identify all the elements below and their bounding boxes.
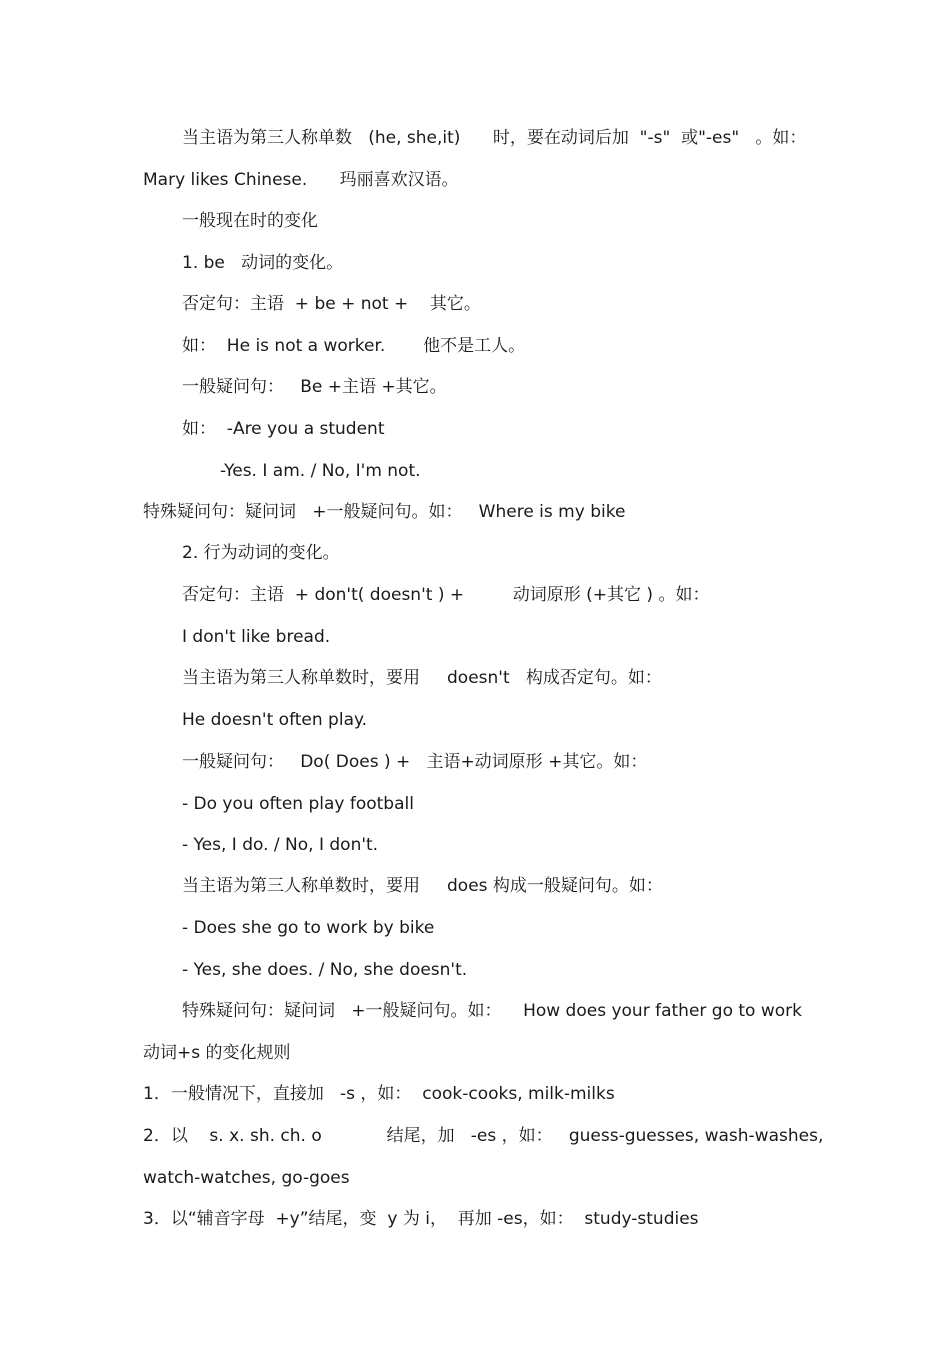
section-heading: 动词+s 的变化规则 <box>143 1043 291 1063</box>
section-heading: 一般现在时的变化 <box>182 211 318 231</box>
example-line: - Yes, I do. / No, I don't. <box>182 835 379 855</box>
text-line: 特殊疑问句：疑问词 +一般疑问句。如： How does your father go to work <box>182 1001 803 1021</box>
example-line: - Does she go to work by bike <box>182 918 435 938</box>
text-line: 当主语为第三人称单数时，要用 doesn't 构成否定句。如： <box>182 668 662 688</box>
text-line: 否定句：主语 + be + not + 其它。 <box>182 294 481 314</box>
rule-item: 2．以 s. x. sh. ch. o 结尾，加 -es ，如： guess-guesses, wash-washes, <box>143 1126 824 1146</box>
example-line: 如： -Are you a student <box>182 419 385 439</box>
rule-item-continuation: watch-watches, go-goes <box>143 1168 350 1188</box>
example-line: He doesn't often play. <box>182 710 368 730</box>
example-line: I don't like bread. <box>182 627 331 647</box>
subsection-heading: 2. 行为动词的变化。 <box>182 543 340 563</box>
rule-item: 3．以“辅音字母 +y”结尾，变 y 为 i， 再加 -es，如： study-studies <box>143 1209 699 1229</box>
rule-item: 1．一般情况下，直接加 -s ，如： cook-cooks, milk-milks <box>143 1084 615 1104</box>
example-line: - Yes, she does. / No, she doesn't. <box>182 960 468 980</box>
text-line: 否定句：主语 + don't( doesn't ) + 动词原形 (+其它 ) 。如： <box>182 585 710 605</box>
example-line: -Yes. I am. / No, I'm not. <box>220 461 421 481</box>
example-line: - Do you often play football <box>182 794 414 814</box>
text-line: 一般疑问句： Do( Does ) + 主语+动词原形 +其它。如： <box>182 752 648 772</box>
subsection-heading: 1. be 动词的变化。 <box>182 253 344 273</box>
example-line: 如： He is not a worker. 他不是工人。 <box>182 336 526 356</box>
text-line: 当主语为第三人称单数 (he, she,it) 时，要在动词后加 "-s" 或"-es" 。如： <box>182 128 807 148</box>
text-line: 特殊疑问句：疑问词 +一般疑问句。如： Where is my bike <box>143 502 626 522</box>
text-line: Mary likes Chinese. 玛丽喜欢汉语。 <box>143 170 459 190</box>
text-line: 一般疑问句： Be +主语 +其它。 <box>182 377 447 397</box>
text-line: 当主语为第三人称单数时，要用 does 构成一般疑问句。如： <box>182 876 663 896</box>
